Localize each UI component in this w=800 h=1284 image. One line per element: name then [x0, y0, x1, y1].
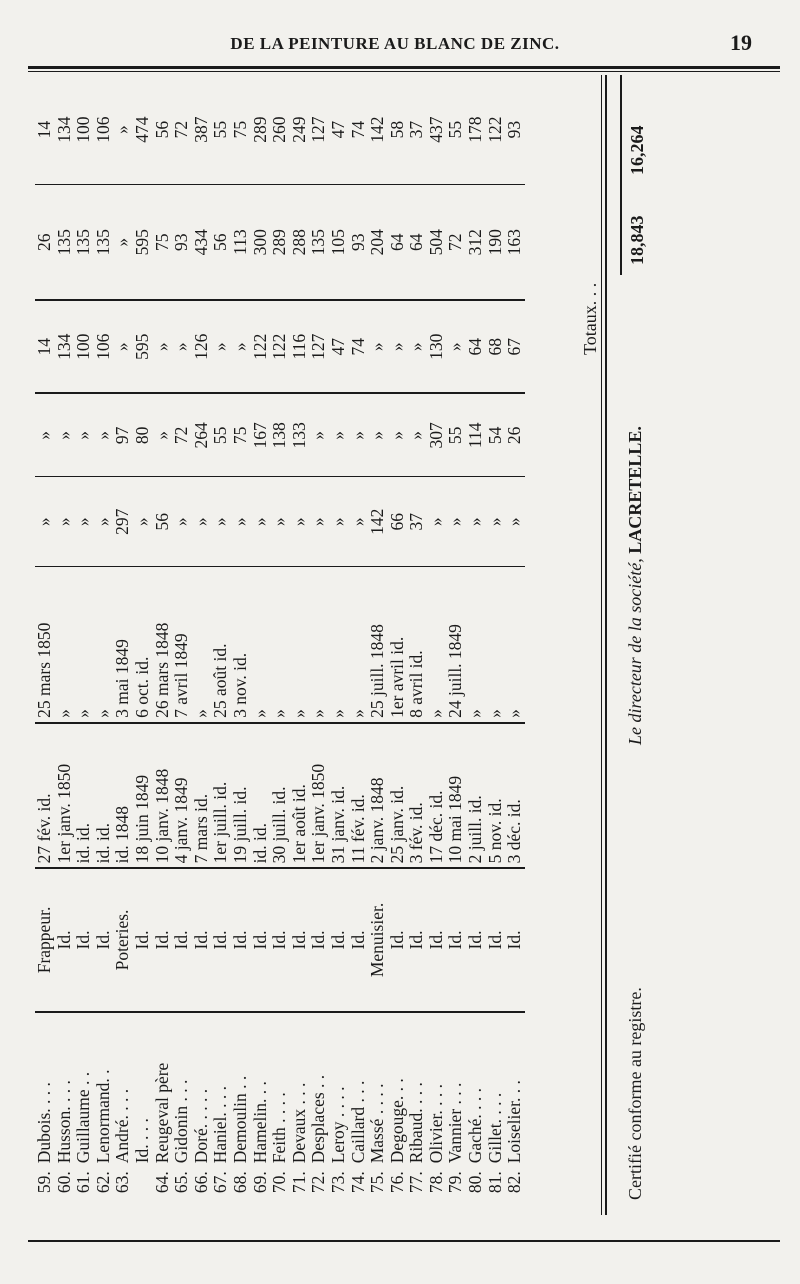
row-profession: Menuisier.	[368, 868, 388, 1011]
row-col-c: 14	[35, 300, 55, 393]
row-number: 68.	[229, 1171, 250, 1194]
row-number: 73.	[327, 1171, 348, 1194]
row-profession: Id.	[153, 868, 173, 1011]
row-end-date: 8 avril id.	[407, 567, 427, 723]
row-col-a: »	[327, 517, 348, 527]
row-col-d: 504	[427, 185, 447, 300]
row-name: Leroy . . . .	[327, 1086, 348, 1164]
row-col-e: 474	[133, 75, 153, 185]
row-col-a: 297	[112, 508, 133, 535]
row-col-b: 72	[172, 393, 192, 477]
row-col-d: 56	[211, 185, 231, 300]
row-end-date: »	[349, 567, 369, 723]
row-start-date: 25 janv. id.	[388, 723, 408, 868]
row-start-date: 18 juin 1849	[133, 723, 153, 868]
total-1: 18,843	[627, 215, 647, 265]
row-profession: Id.	[290, 868, 310, 1011]
row-col-c: 122	[270, 300, 290, 393]
table-bottom-rule-thin	[601, 75, 602, 1215]
row-end-date: 7 avril 1849	[172, 567, 192, 723]
row-col-c: 74	[349, 300, 369, 393]
row-end-date: »	[466, 567, 486, 723]
row-profession: Id.	[486, 868, 506, 1011]
rotated-register-table	[35, 75, 725, 1215]
row-col-e: 249	[290, 75, 310, 185]
row-end-date: »	[270, 567, 290, 723]
row-number: 71.	[288, 1171, 309, 1194]
table-row	[388, 75, 408, 1215]
table-row	[55, 75, 75, 1215]
table-row	[309, 75, 329, 1215]
row-profession: Id.	[270, 868, 290, 1011]
row-start-date: 3 déc. id.	[505, 723, 525, 868]
row-end-date: 25 août id.	[211, 567, 231, 723]
row-col-c: 47	[329, 300, 349, 393]
row-name: Gaché. . . .	[465, 1087, 486, 1164]
row-col-e: 387	[192, 75, 212, 185]
row-col-e: 106	[94, 75, 114, 185]
row-name: Gidonin . . .	[171, 1079, 192, 1164]
register-table	[35, 75, 525, 1215]
row-col-c: »	[407, 300, 427, 393]
row-number: 59.	[34, 1171, 54, 1194]
row-col-d: 135	[55, 185, 75, 300]
row-number: 82.	[504, 1171, 525, 1194]
row-start-date: 10 mai 1849	[446, 723, 466, 868]
row-name: Husson. . . .	[53, 1080, 74, 1164]
row-col-a: »	[171, 517, 192, 527]
row-start-date: 31 janv. id.	[329, 723, 349, 868]
row-col-c: »	[172, 300, 192, 393]
row-col-d: »	[113, 185, 133, 300]
row-number: 65.	[171, 1171, 192, 1194]
row-number: 74.	[347, 1171, 368, 1194]
table-row	[133, 75, 153, 1215]
row-col-b: 26	[505, 393, 525, 477]
row-col-c: »	[446, 300, 466, 393]
row-profession: Id.	[407, 868, 427, 1011]
table-row	[446, 75, 466, 1215]
row-name: Guillaume . .	[73, 1071, 94, 1164]
row-number: 79.	[445, 1171, 466, 1194]
row-col-d: 105	[329, 185, 349, 300]
row-name: Feith . . . .	[269, 1092, 290, 1164]
row-start-date: id. id.	[251, 723, 271, 868]
row-col-e: 47	[329, 75, 349, 185]
row-profession: Id.	[251, 868, 271, 1011]
row-col-e: 134	[55, 75, 75, 185]
row-col-b: 97	[113, 393, 133, 477]
row-end-date: 6 oct. id.	[133, 567, 153, 723]
row-name: André. . . .	[112, 1088, 133, 1164]
table-row	[192, 75, 212, 1215]
row-col-a: »	[73, 517, 94, 527]
row-name: Hamelin. . .	[249, 1081, 270, 1164]
row-col-b: 307	[427, 393, 447, 477]
row-col-d: 135	[74, 185, 94, 300]
row-col-d: 93	[349, 185, 369, 300]
table-row	[329, 75, 349, 1215]
row-start-date: id. id.	[94, 723, 114, 868]
page-header	[0, 0, 800, 70]
row-col-d: 135	[309, 185, 329, 300]
table-row	[153, 75, 173, 1215]
row-profession: Id.	[55, 868, 75, 1011]
row-col-b: »	[349, 393, 369, 477]
row-col-a: »	[288, 517, 309, 527]
row-col-b: »	[153, 393, 173, 477]
row-name: Loiselier. . .	[504, 1080, 525, 1164]
row-end-date: »	[309, 567, 329, 723]
row-col-c: »	[211, 300, 231, 393]
row-name: Id. . . .	[131, 1118, 152, 1164]
row-col-d: 190	[486, 185, 506, 300]
row-start-date: id. 1848	[113, 723, 133, 868]
certification-text: Certifié conforme au registre.	[625, 987, 645, 1200]
row-col-c: 130	[427, 300, 447, 393]
row-col-e: 178	[466, 75, 486, 185]
totals-label: Totaux. . .	[580, 282, 600, 355]
row-profession: Id.	[329, 868, 349, 1011]
row-name: Caillard . . .	[347, 1080, 368, 1164]
row-col-b: »	[388, 393, 408, 477]
row-col-a: »	[249, 517, 270, 527]
row-number: 77.	[406, 1171, 427, 1194]
row-col-c: 122	[251, 300, 271, 393]
row-profession: Frappeur.	[35, 868, 55, 1011]
row-number: 60.	[53, 1171, 74, 1194]
row-col-c: 67	[505, 300, 525, 393]
row-col-c: 64	[466, 300, 486, 393]
row-profession: Id.	[192, 868, 212, 1011]
row-col-a: »	[190, 517, 211, 527]
row-col-c: 106	[94, 300, 114, 393]
row-number: 64.	[151, 1171, 172, 1194]
row-col-b: 167	[251, 393, 271, 477]
row-col-e: 58	[388, 75, 408, 185]
table-row	[486, 75, 506, 1215]
row-col-c: 127	[309, 300, 329, 393]
row-col-a: »	[465, 517, 486, 527]
row-col-e: 127	[309, 75, 329, 185]
row-end-date: »	[94, 567, 114, 723]
row-number: 69.	[249, 1171, 270, 1194]
row-col-c: »	[231, 300, 251, 393]
row-col-d: 289	[270, 185, 290, 300]
row-profession: Id.	[309, 868, 329, 1011]
row-col-d: 93	[172, 185, 192, 300]
row-number: 80.	[465, 1171, 486, 1194]
row-col-c: »	[153, 300, 173, 393]
row-name: Massé . . . .	[367, 1083, 388, 1164]
row-col-e: 437	[427, 75, 447, 185]
row-col-c: 68	[486, 300, 506, 393]
row-number: 63.	[112, 1171, 133, 1194]
row-col-a: »	[484, 517, 505, 527]
row-col-e: 100	[74, 75, 94, 185]
row-start-date: 2 janv. 1848	[368, 723, 388, 868]
row-col-c: »	[113, 300, 133, 393]
row-col-a: 37	[406, 512, 427, 531]
row-col-b: »	[368, 393, 388, 477]
row-col-d: 64	[407, 185, 427, 300]
row-start-date: 5 nov. id.	[486, 723, 506, 868]
row-col-d: 434	[192, 185, 212, 300]
row-col-b: 75	[231, 393, 251, 477]
row-profession: Id.	[466, 868, 486, 1011]
table-bottom-rule	[605, 75, 607, 1215]
totals-rule	[620, 75, 622, 275]
row-end-date: 25 juill. 1848	[368, 567, 388, 723]
director-label: Le directeur de la société,	[625, 558, 645, 745]
row-col-a: »	[210, 517, 231, 527]
row-name: Haniel. . . .	[210, 1085, 231, 1164]
row-end-date: »	[427, 567, 447, 723]
row-col-e: 289	[251, 75, 271, 185]
row-number: 76.	[386, 1171, 407, 1194]
row-profession: Id.	[94, 868, 114, 1011]
top-rule	[28, 66, 780, 69]
row-start-date: 1er janv. 1850	[55, 723, 75, 868]
row-name: Olivier. . . .	[425, 1084, 446, 1164]
row-col-e: 55	[211, 75, 231, 185]
row-col-e: 75	[231, 75, 251, 185]
row-col-a: »	[504, 517, 525, 527]
table-row	[172, 75, 192, 1215]
total-2: 16,264	[627, 125, 647, 175]
row-col-a: 66	[386, 512, 407, 531]
table-row	[505, 75, 525, 1215]
row-col-b: 138	[270, 393, 290, 477]
row-name: Degouge. . .	[386, 1078, 407, 1164]
row-profession: Id.	[211, 868, 231, 1011]
row-name: Dubois. . . .	[34, 1082, 54, 1164]
row-col-a: »	[34, 517, 54, 527]
row-name: Desplaces . .	[308, 1074, 329, 1164]
row-col-c: »	[388, 300, 408, 393]
row-col-b: »	[74, 393, 94, 477]
row-col-d: 75	[153, 185, 173, 300]
table-row	[251, 75, 271, 1215]
row-start-date: 7 mars id.	[192, 723, 212, 868]
row-col-a: 142	[367, 508, 388, 535]
row-name: Ribaud. . . .	[406, 1082, 427, 1164]
row-col-a: »	[92, 517, 113, 527]
row-end-date: »	[192, 567, 212, 723]
director-signature	[625, 426, 646, 745]
row-col-e: 93	[505, 75, 525, 185]
row-number: 75.	[367, 1171, 388, 1194]
row-col-d: 312	[466, 185, 486, 300]
row-col-e: 55	[446, 75, 466, 185]
table-row	[211, 75, 231, 1215]
table-row	[290, 75, 310, 1215]
register-rows	[35, 75, 525, 1215]
row-end-date: »	[290, 567, 310, 723]
row-col-e: 260	[270, 75, 290, 185]
row-start-date: 1er août id.	[290, 723, 310, 868]
row-col-b: 114	[466, 393, 486, 477]
row-profession: Id.	[446, 868, 466, 1011]
row-end-date: »	[486, 567, 506, 723]
row-col-a: »	[347, 517, 368, 527]
table-row	[35, 75, 55, 1215]
row-col-a: »	[308, 517, 329, 527]
row-col-d: 163	[505, 185, 525, 300]
row-name: Reugeval père	[151, 1062, 172, 1164]
row-number: 61.	[73, 1171, 94, 1194]
row-col-e: 142	[368, 75, 388, 185]
row-end-date: »	[505, 567, 525, 723]
table-row	[94, 75, 114, 1215]
row-end-date: »	[329, 567, 349, 723]
row-col-a: »	[53, 517, 74, 527]
row-col-e: »	[113, 75, 133, 185]
row-profession: Id.	[427, 868, 447, 1011]
row-profession: Id.	[172, 868, 192, 1011]
row-start-date: 11 fév. id.	[349, 723, 369, 868]
row-col-e: 122	[486, 75, 506, 185]
row-col-a: 56	[151, 512, 172, 531]
row-col-c: 116	[290, 300, 310, 393]
row-col-c: 126	[192, 300, 212, 393]
row-name: Devaux . . .	[288, 1082, 309, 1164]
row-number	[133, 1167, 153, 1215]
row-profession: Id.	[133, 868, 153, 1011]
row-number: 81.	[484, 1171, 505, 1194]
row-number: 67.	[210, 1171, 231, 1194]
row-end-date: »	[251, 567, 271, 723]
row-start-date: 1er janv. 1850	[309, 723, 329, 868]
running-title: DE LA PEINTURE AU BLANC DE ZINC.	[230, 34, 560, 53]
row-col-b: »	[35, 393, 55, 477]
row-col-d: 204	[368, 185, 388, 300]
row-col-b: »	[94, 393, 114, 477]
row-number: 78.	[425, 1171, 446, 1194]
row-col-b: »	[329, 393, 349, 477]
row-col-c: »	[368, 300, 388, 393]
row-col-a: »	[229, 517, 250, 527]
row-start-date: 4 janv. 1849	[172, 723, 192, 868]
director-name: LACRETELLE.	[625, 426, 645, 554]
row-number: 72.	[308, 1171, 329, 1194]
row-end-date: 1er avril id.	[388, 567, 408, 723]
row-start-date: 27 fév. id.	[35, 723, 55, 868]
row-profession: Id.	[231, 868, 251, 1011]
row-start-date: 10 janv. 1848	[153, 723, 173, 868]
row-end-date: 24 juill. 1849	[446, 567, 466, 723]
row-start-date: 17 déc. id.	[427, 723, 447, 868]
row-end-date: »	[74, 567, 94, 723]
row-col-c: 134	[55, 300, 75, 393]
row-number: 66.	[190, 1171, 211, 1194]
row-end-date: 26 mars 1848	[153, 567, 173, 723]
row-col-e: 74	[349, 75, 369, 185]
row-end-date: 3 mai 1849	[113, 567, 133, 723]
row-col-e: 56	[153, 75, 173, 185]
row-col-e: 72	[172, 75, 192, 185]
table-row	[231, 75, 251, 1215]
row-number: 70.	[269, 1171, 290, 1194]
table-row	[270, 75, 290, 1215]
row-col-e: 14	[35, 75, 55, 185]
table-row	[349, 75, 369, 1215]
row-col-d: 26	[35, 185, 55, 300]
row-col-b: 54	[486, 393, 506, 477]
row-profession: Id.	[505, 868, 525, 1011]
row-profession: Poteries.	[113, 868, 133, 1011]
row-col-d: 64	[388, 185, 408, 300]
table-row	[368, 75, 388, 1215]
row-col-d: 288	[290, 185, 310, 300]
table-row	[113, 75, 133, 1215]
row-end-date: »	[55, 567, 75, 723]
row-col-a: »	[425, 517, 446, 527]
row-col-b: 55	[211, 393, 231, 477]
table-row	[74, 75, 94, 1215]
row-profession: Id.	[388, 868, 408, 1011]
row-col-d: 72	[446, 185, 466, 300]
row-col-a: »	[269, 517, 290, 527]
table-row	[427, 75, 447, 1215]
row-name: Lenormand. .	[92, 1069, 113, 1164]
row-col-e: 37	[407, 75, 427, 185]
row-col-b: 55	[446, 393, 466, 477]
row-end-date: 25 mars 1850	[35, 567, 55, 723]
row-col-a: »	[131, 517, 152, 527]
row-col-b: »	[407, 393, 427, 477]
row-col-d: 113	[231, 185, 251, 300]
row-start-date: 3 fév. id.	[407, 723, 427, 868]
table-row	[466, 75, 486, 1215]
row-start-date: 30 juill. id.	[270, 723, 290, 868]
row-col-b: 80	[133, 393, 153, 477]
row-start-date: 1er juill. id.	[211, 723, 231, 868]
row-col-a: »	[445, 517, 466, 527]
row-col-d: 300	[251, 185, 271, 300]
top-rule-thin	[28, 71, 780, 72]
row-col-b: 133	[290, 393, 310, 477]
row-profession: Id.	[349, 868, 369, 1011]
row-start-date: 19 juill. id.	[231, 723, 251, 868]
table-row	[407, 75, 427, 1215]
row-col-b: 264	[192, 393, 212, 477]
row-col-c: 595	[133, 300, 153, 393]
row-number: 62.	[92, 1171, 113, 1194]
row-start-date: id. id.	[74, 723, 94, 868]
row-name: Demoulin . .	[229, 1075, 250, 1164]
row-name: Vannier . . .	[445, 1082, 466, 1164]
row-col-d: 135	[94, 185, 114, 300]
page-bottom-rule	[28, 1240, 780, 1242]
row-col-c: 100	[74, 300, 94, 393]
row-end-date: 3 nov. id.	[231, 567, 251, 723]
row-name: Gillet. . . .	[484, 1092, 505, 1164]
row-start-date: 2 juill. id.	[466, 723, 486, 868]
page-number: 19	[730, 30, 752, 55]
row-col-b: »	[309, 393, 329, 477]
row-name: Doré. . . . .	[190, 1088, 211, 1164]
row-profession: Id.	[74, 868, 94, 1011]
row-col-d: 595	[133, 185, 153, 300]
row-col-b: »	[55, 393, 75, 477]
